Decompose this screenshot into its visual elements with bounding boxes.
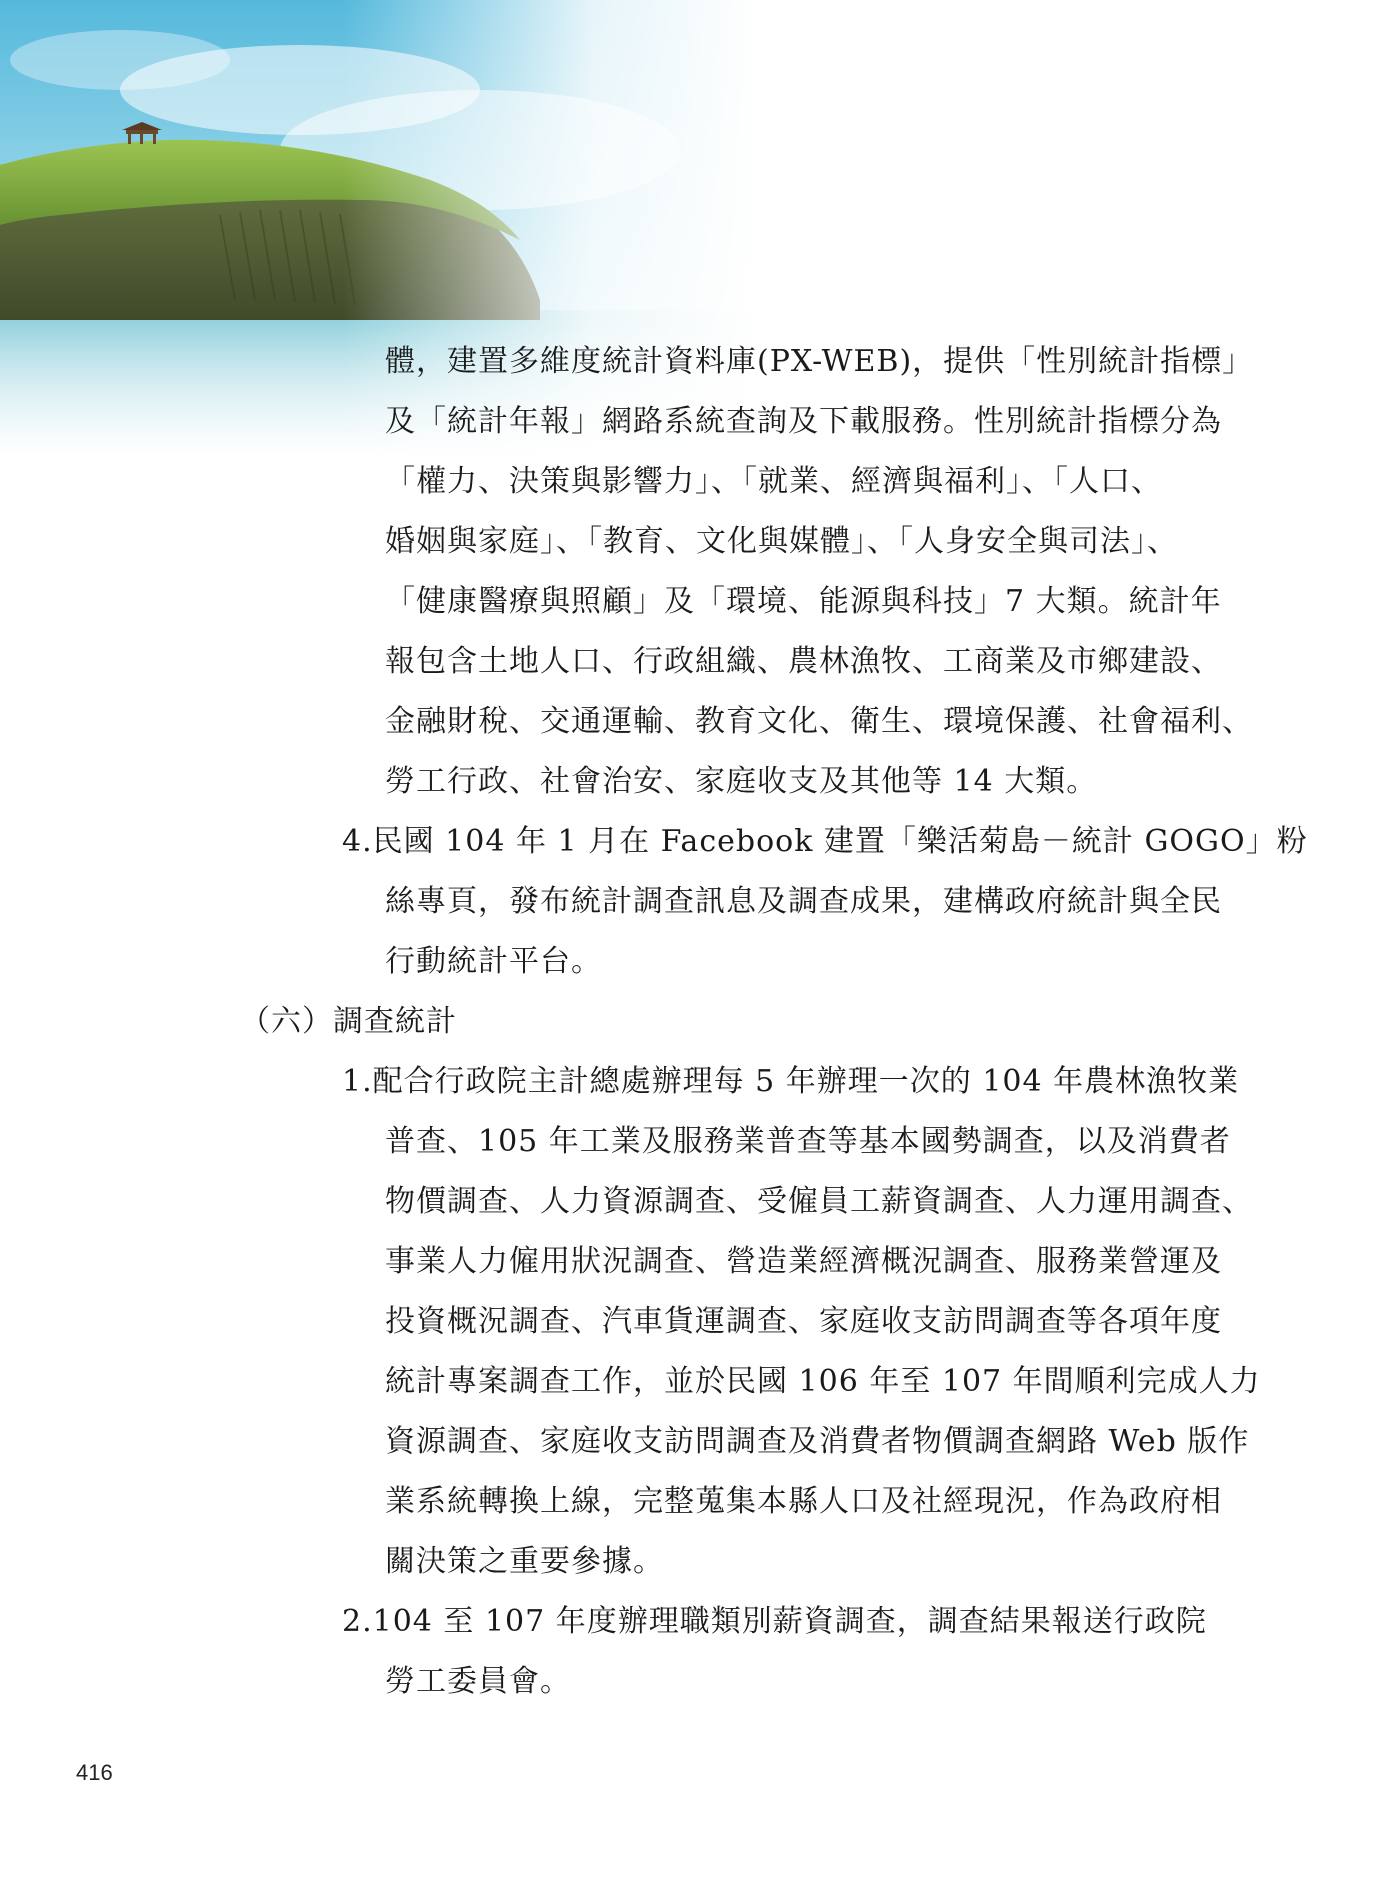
text-line: 物價調查、人力資源調查、受僱員工薪資調查、人力運用調查、 (385, 1184, 1253, 1219)
text-line: 「權力、決策與影響力」、「就業、經濟與福利」、「人口、 (385, 464, 1162, 499)
text-line: 統計專案調查工作，並於民國 106 年至 107 年間順利完成人力 (385, 1364, 1261, 1399)
text-line: 絲專頁，發布統計調查訊息及調查成果，建構政府統計與全民 (385, 884, 1222, 919)
text-line: 投資概況調查、汽車貨運調查、家庭收支訪問調查等各項年度 (385, 1304, 1222, 1339)
text-line: 普查、105 年工業及服務業普查等基本國勢調查，以及消費者 (385, 1124, 1231, 1159)
section-heading: （六）調查統計 (240, 1004, 457, 1039)
page-number: 416 (76, 1760, 113, 1785)
list-item-4: 4.民國 104 年 1 月在 Facebook 建置「樂活菊島－統計 GOGO」粉 (342, 824, 1308, 859)
text-line: 婚姻與家庭」、「教育、文化與媒體」、「人身安全與司法」、 (385, 524, 1178, 559)
text-line: 勞工行政、社會治安、家庭收支及其他等 14 大類。 (385, 764, 1098, 799)
text-line: 業系統轉換上線，完整蒐集本縣人口及社經現況，作為政府相 (385, 1484, 1222, 1519)
text-line: 及「統計年報」網路系統查詢及下載服務。性別統計指標分為 (385, 404, 1222, 439)
text-line: 體，建置多維度統計資料庫(PX-WEB)，提供「性別統計指標」 (385, 344, 1254, 379)
list-item-2: 2.104 至 107 年度辦理職類別薪資調查，調查結果報送行政院 (342, 1604, 1207, 1639)
list-item-1: 1.配合行政院主計總處辦理每 5 年辦理一次的 104 年農林漁牧業 (342, 1064, 1240, 1099)
text-line: 關決策之重要參據。 (385, 1544, 664, 1579)
text-line: 勞工委員會。 (385, 1664, 571, 1699)
text-line: 行動統計平台。 (385, 944, 602, 979)
text-line: 資源調查、家庭收支訪問調查及消費者物價調查網路 Web 版作 (385, 1424, 1250, 1459)
text-line: 報包含土地人口、行政組織、農林漁牧、工商業及市鄉建設、 (385, 644, 1222, 679)
text-line: 金融財稅、交通運輸、教育文化、衛生、環境保護、社會福利、 (385, 704, 1253, 739)
text-line: 「健康醫療與照顧」及「環境、能源與科技」7 大類。統計年 (385, 584, 1222, 619)
text-line: 事業人力僱用狀況調查、營造業經濟概況調查、服務業營運及 (385, 1244, 1222, 1279)
